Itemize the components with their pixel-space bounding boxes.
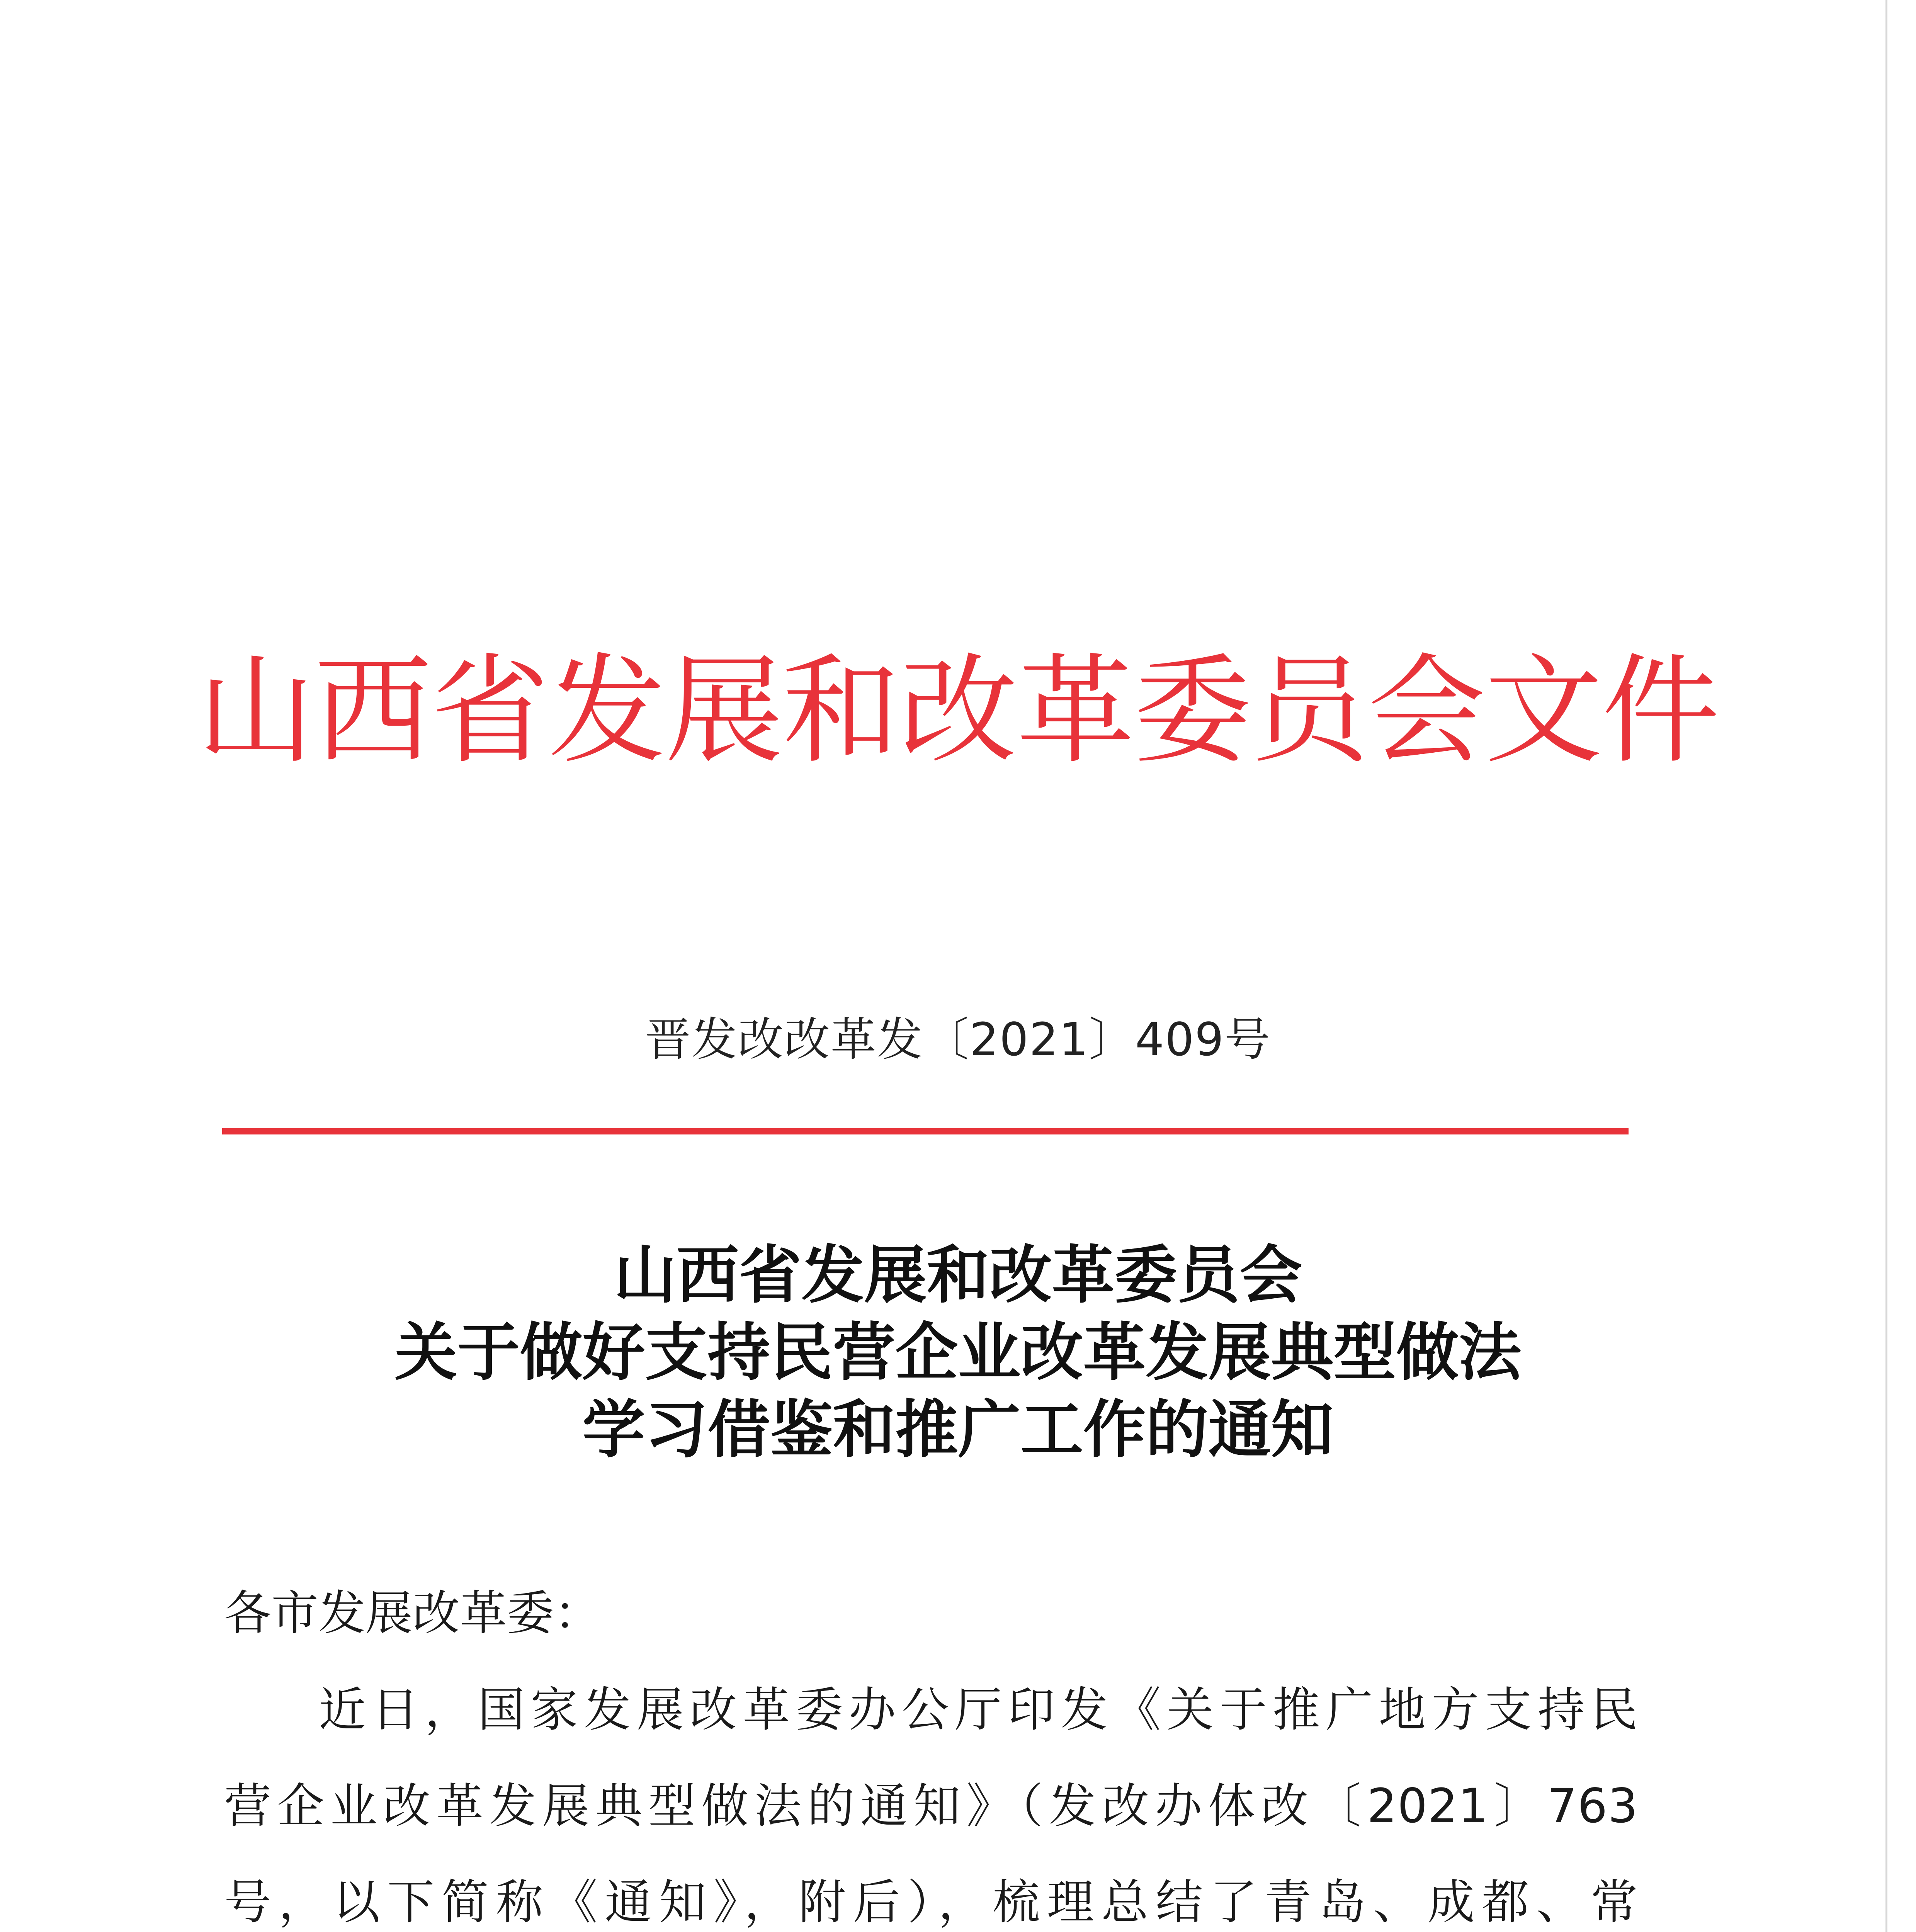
body-line: 近日，国家发展改革委办公厅印发《关于推广地方支持民: [319, 1682, 1638, 1737]
scan-edge-line: [1885, 0, 1887, 1932]
red-header-title: 山西省发展和改革委员会文件: [197, 642, 1719, 779]
red-separator-rule: [222, 1128, 1629, 1134]
notice-title-line-3: 学习借鉴和推广工作的通知: [582, 1393, 1334, 1466]
body-line: 号，以下简称《通知》，附后），梳理总结了青岛、成都、常: [224, 1875, 1638, 1930]
notice-title: [0, 1236, 1916, 1468]
body-line: 营企业改革发展典型做法的通知》（发改办体改〔2021〕763: [224, 1779, 1638, 1833]
salutation: 各市发展改革委：: [224, 1586, 601, 1641]
document-number: 晋发改改革发〔2021〕409号: [645, 1013, 1271, 1066]
body-text: [224, 1679, 1638, 1932]
notice-title-line-2: 关于做好支持民营企业改革发展典型做法: [394, 1316, 1522, 1389]
notice-title-line-1: 山西省发展和改革委员会: [614, 1238, 1302, 1312]
